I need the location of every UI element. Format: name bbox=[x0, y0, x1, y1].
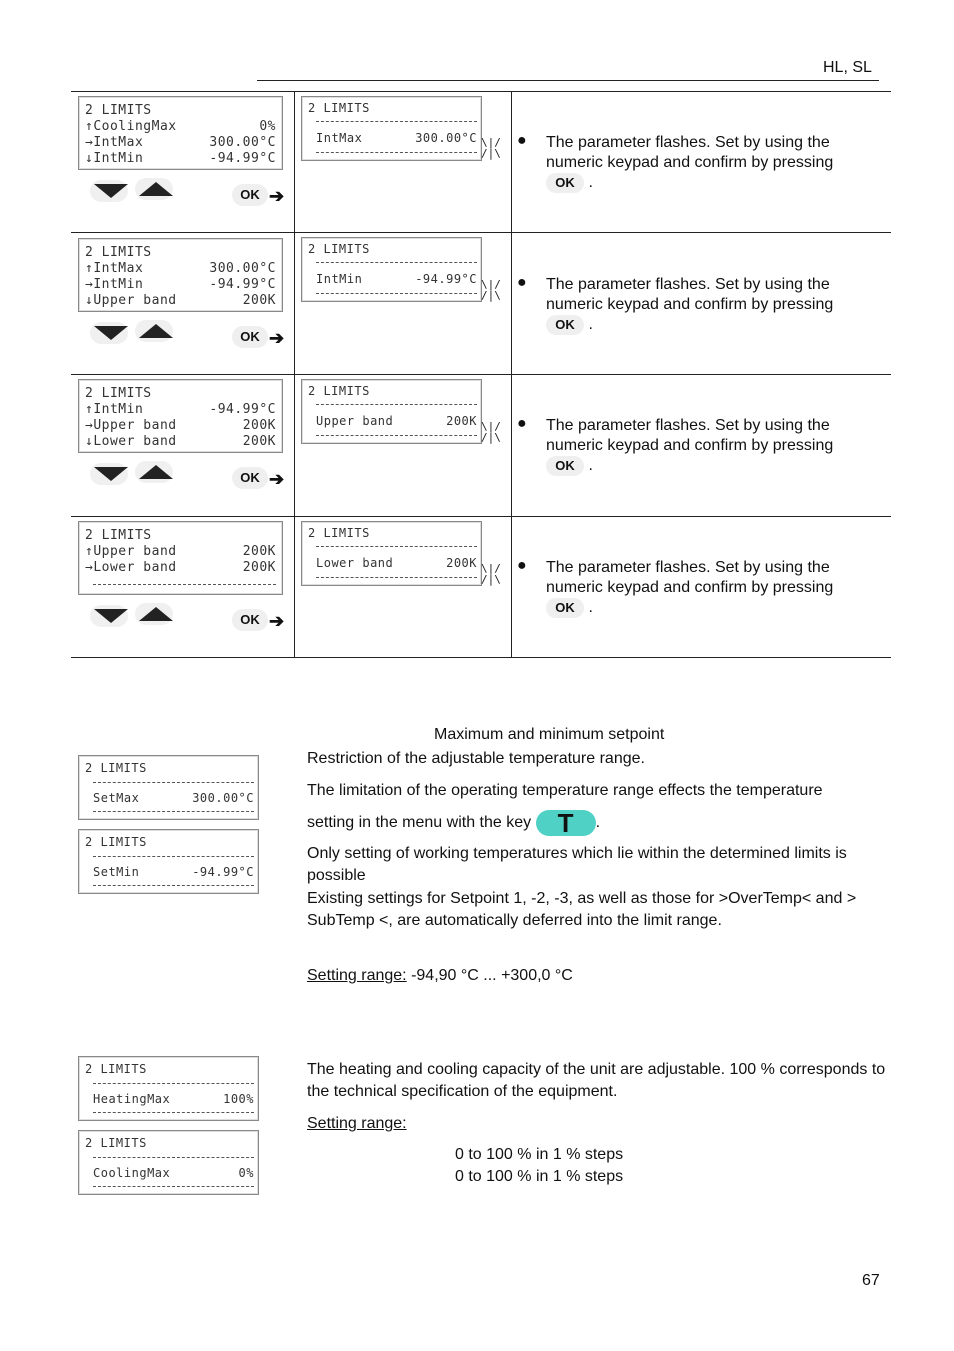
lcd-line-value: -94.99°C bbox=[209, 402, 276, 417]
step-text: 0 to 100 % in 1 % steps bbox=[455, 1146, 624, 1163]
lcd-edit-display bbox=[301, 521, 482, 586]
lcd-edit-display bbox=[301, 379, 482, 444]
ok-key-icon: OK bbox=[546, 598, 584, 618]
lcd-line-label: ↓IntMin bbox=[85, 151, 144, 166]
instruction-text: The parameter flashes. Set by using the numeric keypad and confirm by pressing OK . bbox=[546, 417, 834, 475]
paragraph: Only setting of working temperatures which lie within the determined limits is possible bbox=[307, 845, 847, 884]
lcd-line-value: -94.99°C bbox=[415, 272, 477, 286]
instruction-text: The parameter flashes. Set by using the numeric keypad and confirm by pressing OK . bbox=[546, 276, 834, 334]
lcd-line-label: ↑CoolingMax bbox=[85, 119, 177, 134]
lcd-line-label: ↓Upper band bbox=[85, 293, 177, 308]
lcd-line: 2 LIMITS bbox=[85, 528, 152, 543]
paragraph: The heating and cooling capacity of the unit are adjustable. 100 % corresponds to the technical specification of the equipment. bbox=[307, 1061, 886, 1100]
up-arrow-button[interactable] bbox=[135, 461, 173, 483]
lcd-menu-display bbox=[78, 96, 283, 170]
bullet-icon: ● bbox=[517, 557, 527, 574]
instruction-text: The parameter flashes. Set by using the numeric keypad and confirm by pressing OK . bbox=[546, 134, 834, 192]
paragraph: Restriction of the adjustable temperature range. bbox=[307, 750, 645, 767]
arrow-right-icon: ➔ bbox=[269, 328, 285, 348]
down-arrow-button[interactable] bbox=[90, 463, 128, 485]
up-arrow-button[interactable] bbox=[135, 178, 173, 200]
bullet-icon: ● bbox=[517, 415, 527, 432]
ok-button[interactable]: OK bbox=[232, 184, 268, 206]
arrow-up-icon bbox=[139, 182, 173, 196]
lcd-menu-display bbox=[78, 379, 283, 453]
flash-indicator-icon: \|/ /|\ bbox=[481, 420, 501, 444]
flash-indicator-icon: \|/ /|\ bbox=[481, 278, 501, 302]
arrow-down-icon bbox=[94, 326, 128, 340]
lcd-line-value: -94.99°C bbox=[209, 277, 276, 292]
arrow-right-icon: ➔ bbox=[269, 469, 285, 489]
lcd-line-value: 200K bbox=[242, 544, 276, 559]
lcd-line: 2 LIMITS bbox=[85, 103, 152, 118]
lcd-setmin-display: 2 LIMITS SetMin -94.99°C bbox=[78, 829, 259, 894]
paragraph: The limitation of the operating temperature range effects the temperature setting in the menu with the key T . bbox=[307, 782, 823, 838]
lcd-line-label: Upper band bbox=[316, 414, 394, 428]
lcd-line-label: IntMin bbox=[316, 272, 363, 286]
ok-button[interactable]: OK bbox=[232, 609, 268, 631]
flash-indicator-icon: \|/ /|\ bbox=[481, 136, 501, 160]
lcd-line-label: →IntMin bbox=[85, 277, 144, 292]
lcd-menu-display bbox=[78, 521, 283, 595]
lcd-line-value: 0% bbox=[259, 119, 276, 134]
ok-key-icon: OK bbox=[546, 173, 584, 193]
bullet-icon: ● bbox=[517, 132, 527, 149]
lcd-coolingmax-display: 2 LIMITS CoolingMax 0% bbox=[78, 1130, 259, 1195]
lcd-line-value: 200K bbox=[242, 434, 276, 449]
arrow-down-icon bbox=[94, 467, 128, 481]
lcd-line-label: Lower band bbox=[316, 556, 394, 570]
ok-button[interactable]: OK bbox=[232, 467, 268, 489]
header-rule bbox=[257, 80, 879, 81]
instruction-text: The parameter flashes. Set by using the numeric keypad and confirm by pressing OK . bbox=[546, 559, 834, 617]
lcd-line-value: 200K bbox=[242, 293, 276, 308]
lcd-line-value: 300.00°C bbox=[209, 135, 276, 150]
arrow-right-icon: ➔ bbox=[269, 611, 285, 631]
lcd-line-value: -94.99°C bbox=[209, 151, 276, 166]
lcd-line-value: 200K bbox=[446, 414, 477, 428]
row-divider bbox=[71, 232, 891, 233]
lcd-line: 2 LIMITS bbox=[308, 242, 370, 256]
lcd-line-label: ↑Upper band bbox=[85, 544, 177, 559]
arrow-down-icon bbox=[94, 184, 128, 198]
setting-range: Setting range: bbox=[307, 1115, 407, 1132]
lcd-line-label: →Lower band bbox=[85, 560, 177, 575]
lcd-edit-display bbox=[301, 96, 482, 161]
setting-range: Setting range: -94,90 °C ... +300,0 °C bbox=[307, 967, 573, 984]
lcd-line-label: ↓Lower band bbox=[85, 434, 177, 449]
ok-button[interactable]: OK bbox=[232, 326, 268, 348]
lcd-line-label: →IntMax bbox=[85, 135, 144, 150]
lcd-line: 2 LIMITS bbox=[85, 386, 152, 401]
lcd-line-value: 300.00°C bbox=[209, 261, 276, 276]
lcd-menu-display bbox=[78, 238, 283, 312]
column-divider bbox=[294, 91, 295, 658]
down-arrow-button[interactable] bbox=[90, 322, 128, 344]
lcd-line: 2 LIMITS bbox=[308, 526, 370, 540]
lcd-line-value: 200K bbox=[242, 560, 276, 575]
lcd-edit-display bbox=[301, 237, 482, 302]
arrow-up-icon bbox=[139, 465, 173, 479]
ok-key-icon: OK bbox=[546, 456, 584, 476]
lcd-line-value: 200K bbox=[446, 556, 477, 570]
lcd-line: 2 LIMITS bbox=[308, 384, 370, 398]
arrow-up-icon bbox=[139, 324, 173, 338]
section-heading: Maximum and minimum setpoint bbox=[434, 726, 665, 743]
lcd-line-value: 200K bbox=[242, 418, 276, 433]
step-text: 0 to 100 % in 1 % steps bbox=[455, 1168, 624, 1185]
table-bottom-border bbox=[71, 657, 891, 658]
table-top-border bbox=[71, 91, 891, 92]
row-divider bbox=[71, 374, 891, 375]
paragraph: Existing settings for Setpoint 1, -2, -3, as well as those for >OverTemp< and > SubTemp <, are automatically deferred into the limit range. bbox=[307, 890, 857, 929]
arrow-right-icon: ➔ bbox=[269, 186, 285, 206]
lcd-setmax-display: 2 LIMITS SetMax 300.00°C bbox=[78, 755, 259, 820]
down-arrow-button[interactable] bbox=[90, 180, 128, 202]
up-arrow-button[interactable] bbox=[135, 603, 173, 625]
column-divider bbox=[511, 91, 512, 658]
up-arrow-button[interactable] bbox=[135, 320, 173, 342]
t-key-icon: T bbox=[536, 810, 596, 836]
lcd-line: 2 LIMITS bbox=[85, 245, 152, 260]
lcd-heatingmax-display: 2 LIMITS HeatingMax 100% bbox=[78, 1056, 259, 1121]
lcd-line-value: 300.00°C bbox=[415, 131, 477, 145]
lcd-line-label: ↑IntMin bbox=[85, 402, 144, 417]
flash-indicator-icon: \|/ /|\ bbox=[481, 562, 501, 586]
down-arrow-button[interactable] bbox=[90, 605, 128, 627]
row-divider bbox=[71, 516, 891, 517]
lcd-line-label: IntMax bbox=[316, 131, 363, 145]
header-title: HL, SL bbox=[823, 59, 872, 76]
lcd-line-label: →Upper band bbox=[85, 418, 177, 433]
arrow-up-icon bbox=[139, 607, 173, 621]
arrow-down-icon bbox=[94, 609, 128, 623]
bullet-icon: ● bbox=[517, 274, 527, 291]
ok-key-icon: OK bbox=[546, 315, 584, 335]
lcd-line-label: ↑IntMax bbox=[85, 261, 144, 276]
page-number: 67 bbox=[862, 1272, 880, 1289]
lcd-line: 2 LIMITS bbox=[308, 101, 370, 115]
